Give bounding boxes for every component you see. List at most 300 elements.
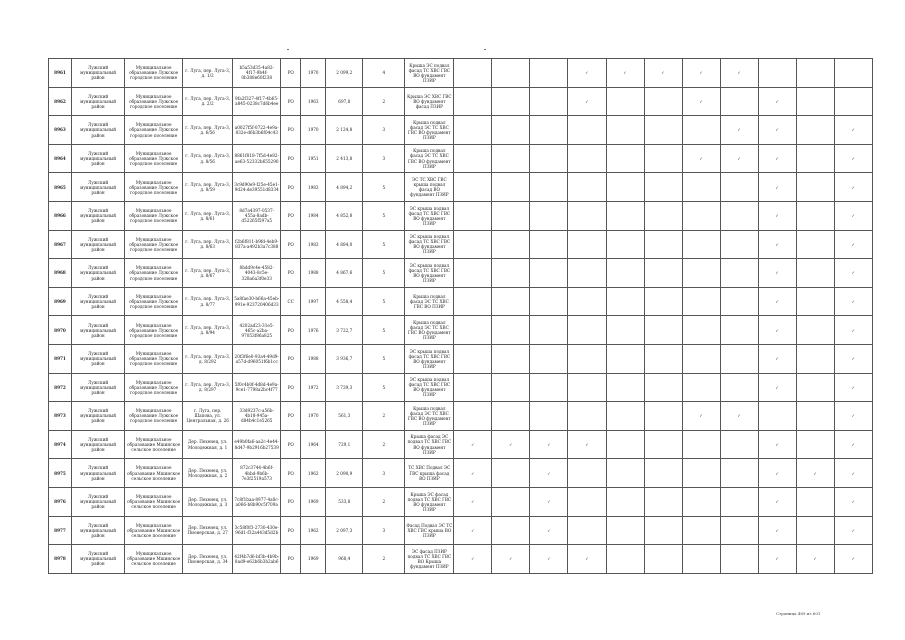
row-number: 8974 bbox=[49, 430, 72, 459]
empty-cell bbox=[454, 59, 492, 88]
area-cell: 3 722,7 bbox=[326, 316, 363, 345]
works-cell: ЭС крыша подвал фасад ТС ХВС ГВС ВО фундамент ПЗИР bbox=[405, 373, 454, 402]
empty-cell bbox=[720, 459, 758, 488]
check-mark-icon: ✓ bbox=[454, 430, 492, 459]
floors-cell: 2 bbox=[363, 545, 405, 574]
check-mark-icon: ✓ bbox=[834, 144, 872, 173]
area-cell: 2 099,2 bbox=[326, 59, 363, 88]
district-cell: Лужский муниципальный район bbox=[72, 487, 125, 516]
empty-cell bbox=[644, 516, 682, 545]
empty-cell bbox=[720, 373, 758, 402]
empty-cell bbox=[720, 259, 758, 288]
check-mark-icon: ✓ bbox=[834, 316, 872, 345]
empty-cell bbox=[682, 430, 720, 459]
empty-cell bbox=[568, 230, 606, 259]
check-mark-icon: ✓ bbox=[758, 259, 796, 288]
table-row bbox=[49, 316, 873, 345]
check-mark-icon: ✓ bbox=[530, 430, 568, 459]
type-cell: РО bbox=[281, 87, 301, 116]
empty-cell bbox=[720, 87, 758, 116]
empty-cell bbox=[644, 87, 682, 116]
check-mark-icon: ✓ bbox=[682, 144, 720, 173]
row-number: 8964 bbox=[49, 144, 72, 173]
works-cell: ЭС ТС ХВС ГВС крыша подвал фасад ВО фундамент ПЗИР bbox=[405, 173, 454, 202]
table-row bbox=[49, 373, 873, 402]
row-number: 8968 bbox=[49, 259, 72, 288]
empty-cell bbox=[644, 402, 682, 431]
district-cell: Лужский муниципальный район bbox=[72, 545, 125, 574]
check-mark-icon: ✓ bbox=[758, 344, 796, 373]
check-mark-icon: ✓ bbox=[834, 173, 872, 202]
empty-cell bbox=[720, 287, 758, 316]
check-mark-icon: ✓ bbox=[758, 201, 796, 230]
empty-cell bbox=[606, 173, 644, 202]
district-cell: Лужский муниципальный район bbox=[72, 173, 125, 202]
code-cell: 33d9237c-a56b-4b18-945a-d84b4c1e5265 bbox=[233, 402, 281, 431]
empty-cell bbox=[682, 487, 720, 516]
check-mark-icon: ✓ bbox=[834, 402, 872, 431]
table-row bbox=[49, 87, 873, 116]
code-cell: 5f0c4b0f-4d8d-4e9a-9ce1-7798a2bc4f77 bbox=[233, 373, 281, 402]
empty-cell bbox=[606, 259, 644, 288]
empty-cell bbox=[796, 144, 834, 173]
empty-cell bbox=[492, 87, 530, 116]
district-cell: Лужский муниципальный район bbox=[72, 430, 125, 459]
empty-cell bbox=[568, 116, 606, 145]
empty-cell bbox=[644, 116, 682, 145]
district-cell: Лужский муниципальный район bbox=[72, 287, 125, 316]
type-cell: РО bbox=[281, 516, 301, 545]
address-cell: г. Луга, пер. Луга-3, д. 8/59 bbox=[183, 173, 233, 202]
empty-cell bbox=[530, 230, 568, 259]
empty-cell bbox=[796, 59, 834, 88]
address-cell: г. Луга, пер. Шапова, ул. Центральная, д. 26 bbox=[183, 402, 233, 431]
code-cell: e49b0fa6-aa2c-4e44-8d47-9b2916b27539 bbox=[233, 430, 281, 459]
table-body bbox=[49, 59, 873, 574]
district-cell: Лужский муниципальный район bbox=[72, 316, 125, 345]
year-cell: 1962 bbox=[301, 516, 326, 545]
empty-cell bbox=[644, 173, 682, 202]
empty-cell bbox=[568, 287, 606, 316]
district-cell: Лужский муниципальный район bbox=[72, 516, 125, 545]
owner-cell: Муниципальное образование Лужское городское поселение bbox=[125, 59, 183, 88]
table-row bbox=[49, 516, 873, 545]
empty-cell bbox=[530, 316, 568, 345]
empty-cell bbox=[682, 545, 720, 574]
empty-cell bbox=[530, 259, 568, 288]
area-cell: 968,4 bbox=[326, 545, 363, 574]
address-cell: г. Луга, пер. Луга-3, д. 2/2 bbox=[183, 87, 233, 116]
area-cell: 729,1 bbox=[326, 430, 363, 459]
owner-cell: Муниципальное образование Лужское городское поселение bbox=[125, 144, 183, 173]
year-cell: 1962 bbox=[301, 459, 326, 488]
empty-cell bbox=[682, 173, 720, 202]
empty-cell bbox=[606, 201, 644, 230]
empty-cell bbox=[606, 344, 644, 373]
empty-cell bbox=[606, 516, 644, 545]
code-cell: 9fa2f327-4f17-4b65-a845-0238c7d6b4ee bbox=[233, 87, 281, 116]
empty-cell bbox=[796, 373, 834, 402]
code-cell: a0027f5f-0722-4e9a-832e-d6b3b6f04c43 bbox=[233, 116, 281, 145]
works-cell: Крыша ЭС подвал фасад ТС ХВС ГВС ВО фундамент ПЗИР bbox=[405, 59, 454, 88]
empty-cell bbox=[796, 87, 834, 116]
empty-cell bbox=[720, 173, 758, 202]
year-cell: 1964 bbox=[301, 430, 326, 459]
year-cell: 1983 bbox=[301, 230, 326, 259]
empty-cell bbox=[530, 87, 568, 116]
owner-cell: Муниципальное образование Лужское городское поселение bbox=[125, 344, 183, 373]
type-cell: РО bbox=[281, 430, 301, 459]
check-mark-icon: ✓ bbox=[568, 430, 606, 459]
floors-cell: 5 bbox=[363, 316, 405, 345]
empty-cell bbox=[568, 402, 606, 431]
address-cell: г. Луга, пер. Луга-3, д. 8/61 bbox=[183, 201, 233, 230]
empty-cell bbox=[796, 259, 834, 288]
empty-cell bbox=[492, 259, 530, 288]
floors-cell: 5 bbox=[363, 201, 405, 230]
empty-cell bbox=[682, 230, 720, 259]
empty-cell bbox=[644, 344, 682, 373]
empty-cell bbox=[796, 402, 834, 431]
check-mark-icon: ✓ bbox=[834, 259, 872, 288]
check-mark-icon: ✓ bbox=[568, 87, 606, 116]
empty-cell bbox=[454, 259, 492, 288]
empty-cell bbox=[492, 144, 530, 173]
area-cell: 2 124,8 bbox=[326, 116, 363, 145]
empty-cell bbox=[568, 259, 606, 288]
check-mark-icon: ✓ bbox=[492, 430, 530, 459]
area-cell: 2 097,3 bbox=[326, 516, 363, 545]
empty-cell bbox=[454, 116, 492, 145]
district-cell: Лужский муниципальный район bbox=[72, 87, 125, 116]
year-cell: 1969 bbox=[301, 487, 326, 516]
owner-cell: Муниципальное образование Лужское городское поселение bbox=[125, 116, 183, 145]
empty-cell bbox=[606, 316, 644, 345]
type-cell: СС bbox=[281, 287, 301, 316]
code-cell: 3c58f0f3-2730-430e-96d1-f32a443d5d2b bbox=[233, 516, 281, 545]
check-mark-icon: ✓ bbox=[834, 459, 872, 488]
address-cell: г. Луга, пер. Луга-3, д. 8/67 bbox=[183, 259, 233, 288]
empty-cell bbox=[454, 144, 492, 173]
empty-cell bbox=[530, 116, 568, 145]
empty-cell bbox=[606, 144, 644, 173]
check-mark-icon: ✓ bbox=[758, 316, 796, 345]
empty-cell bbox=[606, 230, 644, 259]
empty-cell bbox=[606, 487, 644, 516]
empty-cell bbox=[492, 287, 530, 316]
empty-cell bbox=[720, 344, 758, 373]
type-cell: РО bbox=[281, 402, 301, 431]
works-cell: Крыша ЭС фасад подвал ТС ХВС ГВС ВО фундамент ПЗИР bbox=[405, 487, 454, 516]
scan-speck bbox=[287, 49, 289, 50]
empty-cell bbox=[606, 373, 644, 402]
check-mark-icon: ✓ bbox=[834, 373, 872, 402]
empty-cell bbox=[644, 459, 682, 488]
check-mark-icon: ✓ bbox=[454, 487, 492, 516]
empty-cell bbox=[644, 259, 682, 288]
empty-cell bbox=[644, 545, 682, 574]
check-mark-icon: ✓ bbox=[834, 487, 872, 516]
empty-cell bbox=[530, 402, 568, 431]
empty-cell bbox=[606, 116, 644, 145]
type-cell: РО bbox=[281, 487, 301, 516]
empty-cell bbox=[568, 201, 606, 230]
address-cell: г. Луга, пер. Луга-3, д. 8/297 bbox=[183, 373, 233, 402]
empty-cell bbox=[758, 59, 796, 88]
area-cell: 533,8 bbox=[326, 487, 363, 516]
page-footer: Страница 489 из 601 bbox=[776, 611, 821, 616]
empty-cell bbox=[720, 230, 758, 259]
empty-cell bbox=[796, 201, 834, 230]
empty-cell bbox=[530, 144, 568, 173]
code-cell: 8d7a4397-0537-455a-8adb-d52265f597a5 bbox=[233, 201, 281, 230]
empty-cell bbox=[492, 459, 530, 488]
housing-register-table bbox=[48, 58, 873, 574]
row-number: 8973 bbox=[49, 402, 72, 431]
check-mark-icon: ✓ bbox=[682, 87, 720, 116]
empty-cell bbox=[454, 230, 492, 259]
year-cell: 1984 bbox=[301, 201, 326, 230]
table-row bbox=[49, 287, 873, 316]
works-cell: Фасад Подвал ЭС ТС ХВС ГВС крыша ВО ПЗИР bbox=[405, 516, 454, 545]
check-mark-icon: ✓ bbox=[834, 116, 872, 145]
empty-cell bbox=[568, 144, 606, 173]
district-cell: Лужский муниципальный район bbox=[72, 59, 125, 88]
area-cell: 2 090,9 bbox=[326, 459, 363, 488]
district-cell: Лужский муниципальный район bbox=[72, 459, 125, 488]
check-mark-icon: ✓ bbox=[758, 545, 796, 574]
type-cell: РО bbox=[281, 373, 301, 402]
type-cell: РО bbox=[281, 459, 301, 488]
check-mark-icon: ✓ bbox=[720, 402, 758, 431]
floors-cell: 3 bbox=[363, 144, 405, 173]
empty-cell bbox=[644, 373, 682, 402]
empty-cell bbox=[796, 487, 834, 516]
address-cell: Дер. Пехенец, ул. Молодежная, д. 2 bbox=[183, 459, 233, 488]
year-cell: 1983 bbox=[301, 173, 326, 202]
owner-cell: Муниципальное образование Лужское городское поселение bbox=[125, 259, 183, 288]
type-cell: РО bbox=[281, 316, 301, 345]
empty-cell bbox=[682, 459, 720, 488]
empty-cell bbox=[492, 516, 530, 545]
empty-cell bbox=[530, 287, 568, 316]
floors-cell: 2 bbox=[363, 487, 405, 516]
row-number: 8969 bbox=[49, 287, 72, 316]
type-cell: РО bbox=[281, 201, 301, 230]
check-mark-icon: ✓ bbox=[758, 144, 796, 173]
empty-cell bbox=[720, 516, 758, 545]
empty-cell bbox=[796, 344, 834, 373]
address-cell: г. Луга, пер. Луга-3, д. 8/77 bbox=[183, 287, 233, 316]
empty-cell bbox=[454, 87, 492, 116]
code-cell: 8bdd9c4e-4582-4043-8c5e-328a6a3f0e33 bbox=[233, 259, 281, 288]
address-cell: Дер. Пехенец, ул. Пионерская, д. 34 bbox=[183, 545, 233, 574]
works-cell: ЭС крыша подвал фасад ТС ХВС ГВС ВО фундамент ПЗИР bbox=[405, 259, 454, 288]
empty-cell bbox=[720, 487, 758, 516]
empty-cell bbox=[644, 144, 682, 173]
row-number: 8976 bbox=[49, 487, 72, 516]
empty-cell bbox=[606, 430, 644, 459]
check-mark-icon: ✓ bbox=[758, 516, 796, 545]
address-cell: Дер. Пехенец, ул. Пионерская, д. 27 bbox=[183, 516, 233, 545]
empty-cell bbox=[682, 287, 720, 316]
code-cell: 5a8fae30-b66a-45eb-991e-923720406d33 bbox=[233, 287, 281, 316]
empty-cell bbox=[796, 316, 834, 345]
owner-cell: Муниципальное образование Мшинское сельское поселение bbox=[125, 545, 183, 574]
floors-cell: 5 bbox=[363, 373, 405, 402]
code-cell: 872c3744-4b6f-4bbd-9b6b-7e3f2519a573 bbox=[233, 459, 281, 488]
floors-cell: 5 bbox=[363, 287, 405, 316]
floors-cell: 2 bbox=[363, 430, 405, 459]
empty-cell bbox=[568, 316, 606, 345]
address-cell: г. Луга, пер. Луга-3, д. 6/56 bbox=[183, 116, 233, 145]
row-number: 8975 bbox=[49, 459, 72, 488]
check-mark-icon: ✓ bbox=[720, 144, 758, 173]
row-number: 8967 bbox=[49, 230, 72, 259]
empty-cell bbox=[644, 201, 682, 230]
works-cell: ЭС фасад ПЗИР подвал ТС ХВС ГВС ВО Крыша фундамент ПЗИР bbox=[405, 545, 454, 574]
works-cell: ЭС крыша подвал фасад ТС ХВС ГВС ВО фундамент ПЗИР bbox=[405, 201, 454, 230]
empty-cell bbox=[530, 173, 568, 202]
table-row bbox=[49, 59, 873, 88]
address-cell: г. Луга, пер. Луга-3, д. 1/2 bbox=[183, 59, 233, 88]
empty-cell bbox=[796, 516, 834, 545]
empty-cell bbox=[682, 259, 720, 288]
check-mark-icon: ✓ bbox=[758, 173, 796, 202]
empty-cell bbox=[492, 116, 530, 145]
owner-cell: Муниципальное образование Лужское городское поселение bbox=[125, 230, 183, 259]
owner-cell: Муниципальное образование Лужское городское поселение bbox=[125, 287, 183, 316]
empty-cell bbox=[720, 201, 758, 230]
empty-cell bbox=[492, 344, 530, 373]
empty-cell bbox=[682, 316, 720, 345]
empty-cell bbox=[796, 430, 834, 459]
type-cell: РО bbox=[281, 116, 301, 145]
area-cell: 4 894,2 bbox=[326, 173, 363, 202]
area-cell: 2 413,8 bbox=[326, 144, 363, 173]
code-cell: 20f3f6e0-93a4-49d9-a57d-d96051f6b1cc bbox=[233, 344, 281, 373]
row-number: 8966 bbox=[49, 201, 72, 230]
year-cell: 1970 bbox=[301, 59, 326, 88]
works-cell: ЭС крыша подвал фасад ТС ХВС ГВС ВО фундамент ПЗИР bbox=[405, 344, 454, 373]
area-cell: 697,8 bbox=[326, 87, 363, 116]
empty-cell bbox=[530, 201, 568, 230]
works-cell: Крыша подвал фасад ЭС ТС ХВС ГВС ВО фундамент ПЗИР bbox=[405, 144, 454, 173]
address-cell: г. Луга, пер. Луга-3, д. 8/63 bbox=[183, 230, 233, 259]
empty-cell bbox=[758, 402, 796, 431]
check-mark-icon: ✓ bbox=[568, 545, 606, 574]
floors-cell: 2 bbox=[363, 402, 405, 431]
type-cell: РО bbox=[281, 259, 301, 288]
area-cell: 4 867,6 bbox=[326, 259, 363, 288]
owner-cell: Муниципальное образование Мшинское сельское поселение bbox=[125, 516, 183, 545]
empty-cell bbox=[568, 373, 606, 402]
empty-cell bbox=[530, 59, 568, 88]
district-cell: Лужский муниципальный район bbox=[72, 144, 125, 173]
empty-cell bbox=[796, 173, 834, 202]
check-mark-icon: ✓ bbox=[758, 430, 796, 459]
check-mark-icon: ✓ bbox=[454, 459, 492, 488]
code-cell: 42f4b7d6-bf3b-4b9b-8ad9-e62b6b3b2ab6 bbox=[233, 545, 281, 574]
type-cell: РО bbox=[281, 173, 301, 202]
empty-cell bbox=[606, 459, 644, 488]
check-mark-icon: ✓ bbox=[834, 287, 872, 316]
owner-cell: Муниципальное образование Мшинское сельское поселение bbox=[125, 459, 183, 488]
table-row bbox=[49, 344, 873, 373]
table-row bbox=[49, 259, 873, 288]
area-cell: 4 558,4 bbox=[326, 287, 363, 316]
floors-cell: 3 bbox=[363, 459, 405, 488]
district-cell: Лужский муниципальный район bbox=[72, 344, 125, 373]
year-cell: 1970 bbox=[301, 402, 326, 431]
address-cell: Дер. Пехенец, ул. Молодежная, д. 1 bbox=[183, 430, 233, 459]
empty-cell bbox=[682, 373, 720, 402]
empty-cell bbox=[644, 430, 682, 459]
empty-cell bbox=[682, 516, 720, 545]
area-cell: 3 936,7 bbox=[326, 344, 363, 373]
row-number: 8971 bbox=[49, 344, 72, 373]
check-mark-icon: ✓ bbox=[530, 545, 568, 574]
type-cell: РО bbox=[281, 230, 301, 259]
address-cell: г. Луга, пер. Луга-3, д. 8/292 bbox=[183, 344, 233, 373]
code-cell: 8861f818-7f5d-4e82-ae63-52332b655290 bbox=[233, 144, 281, 173]
empty-cell bbox=[568, 459, 606, 488]
year-cell: 1963 bbox=[301, 87, 326, 116]
check-mark-icon: ✓ bbox=[454, 545, 492, 574]
year-cell: 1976 bbox=[301, 316, 326, 345]
check-mark-icon: ✓ bbox=[758, 87, 796, 116]
year-cell: 1969 bbox=[301, 545, 326, 574]
code-cell: 4202ad23-31e5-465c-a2ba-97053f86a825 bbox=[233, 316, 281, 345]
address-cell: г. Луга, пер. Луга-3, д. 8/56 bbox=[183, 144, 233, 173]
empty-cell bbox=[530, 344, 568, 373]
empty-cell bbox=[606, 545, 644, 574]
empty-cell bbox=[568, 173, 606, 202]
check-mark-icon: ✓ bbox=[834, 230, 872, 259]
code-cell: b5a53d35-4a82-4f17-9b4f-0b388e60f238 bbox=[233, 59, 281, 88]
year-cell: 1951 bbox=[301, 144, 326, 173]
owner-cell: Муниципальное образование Мшинское сельское поселение bbox=[125, 487, 183, 516]
table-row bbox=[49, 144, 873, 173]
district-cell: Лужский муниципальный район bbox=[72, 373, 125, 402]
check-mark-icon: ✓ bbox=[530, 516, 568, 545]
works-cell: ТС ХВС Подвал ЭС ГВС крыша фасад ВО ПЗИР bbox=[405, 459, 454, 488]
empty-cell bbox=[454, 287, 492, 316]
type-cell: РО bbox=[281, 144, 301, 173]
row-number: 8970 bbox=[49, 316, 72, 345]
check-mark-icon: ✓ bbox=[758, 116, 796, 145]
area-cell: 4 884,0 bbox=[326, 230, 363, 259]
owner-cell: Муниципальное образование Мшинское сельское поселение bbox=[125, 430, 183, 459]
check-mark-icon: ✓ bbox=[758, 487, 796, 516]
row-number: 8965 bbox=[49, 173, 72, 202]
empty-cell bbox=[492, 173, 530, 202]
empty-cell bbox=[530, 373, 568, 402]
row-number: 8978 bbox=[49, 545, 72, 574]
floors-cell: 5 bbox=[363, 344, 405, 373]
empty-cell bbox=[606, 87, 644, 116]
type-cell: РО bbox=[281, 545, 301, 574]
check-mark-icon: ✓ bbox=[530, 487, 568, 516]
empty-cell bbox=[492, 316, 530, 345]
floors-cell: 3 bbox=[363, 116, 405, 145]
row-number: 8972 bbox=[49, 373, 72, 402]
empty-cell bbox=[682, 116, 720, 145]
district-cell: Лужский муниципальный район bbox=[72, 116, 125, 145]
works-cell: Крыша ЭС ХВС ГВС ВО фундамент фасад ПЗИР bbox=[405, 87, 454, 116]
empty-cell bbox=[454, 373, 492, 402]
floors-cell: 5 bbox=[363, 259, 405, 288]
